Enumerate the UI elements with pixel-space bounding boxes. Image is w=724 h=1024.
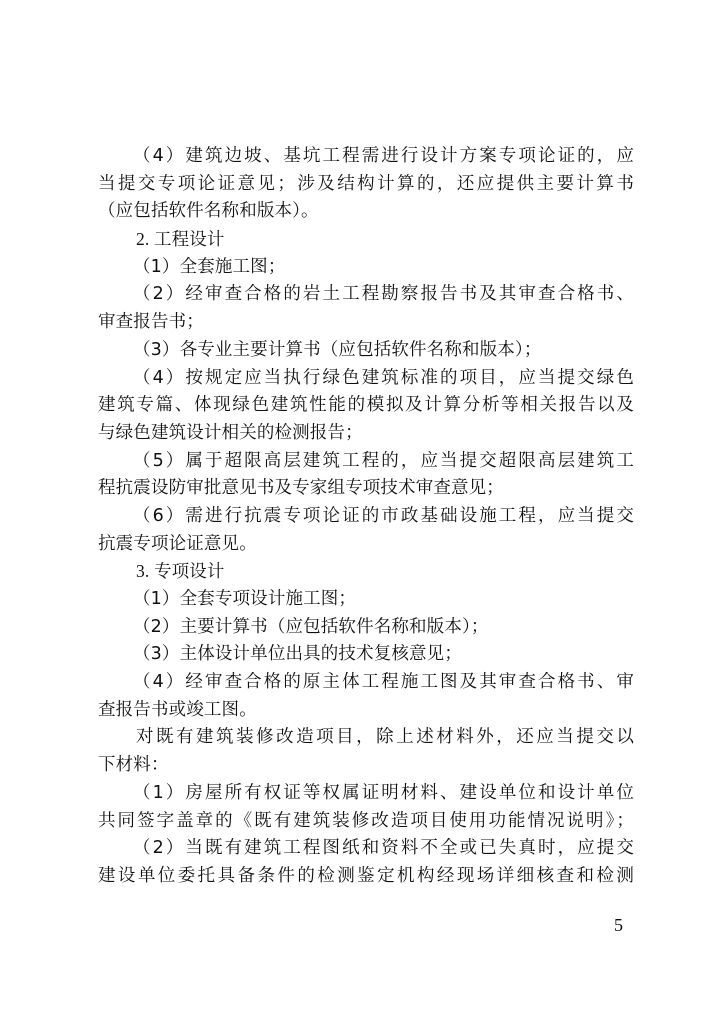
paragraph-line: 共同签字盖章的《既有建筑装修改造项目使用功能情况说明》； — [98, 810, 634, 831]
paragraph-line: 程抗震设防审批意见书及专家组专项技术审查意见； — [98, 478, 504, 499]
paragraph-line: （应包括软件名称和版本）。 — [98, 201, 319, 222]
paragraph-line: 审查报告书； — [98, 312, 204, 333]
body-text — [98, 143, 634, 891]
paragraph-line: 与绿色建筑设计相关的检测报告； — [98, 422, 363, 443]
paragraph-line: 对既有建筑装修改造项目，除上述材料外，还应当提交以 — [136, 727, 634, 748]
paragraph-line: （3）各专业主要计算书（应包括软件名称和版本）； — [133, 339, 542, 360]
paragraph-line: 建筑专篇、体现绿色建筑性能的模拟及计算分析等相关报告以及 — [98, 395, 634, 416]
paragraph-line: （2）当既有建筑工程图纸和资料不全或已失真时，应提交 — [133, 838, 634, 859]
paragraph-line: （5）属于超限高层建筑工程的，应当提交超限高层建筑工 — [133, 450, 634, 471]
paragraph-line: （6）需进行抗震专项论证的市政基础设施工程，应当提交 — [133, 505, 634, 526]
paragraph-line: 查报告书或竣工图。 — [98, 699, 257, 720]
paragraph-line: （1）房屋所有权证等权属证明材料、建设单位和设计单位 — [133, 782, 634, 803]
paragraph-line: （3）主体设计单位出具的技术复核意见； — [133, 644, 462, 665]
paragraph-line: （4）经审查合格的原主体工程施工图及其审查合格书、审 — [133, 672, 634, 693]
paragraph-line: 抗震专项论证意见。 — [98, 533, 257, 554]
paragraph-line: 当提交专项论证意见；涉及结构计算的，还应提供主要计算书 — [98, 173, 634, 194]
paragraph-line: 下材料： — [98, 755, 169, 776]
section-heading: 3. 专项设计 — [136, 561, 225, 582]
page-number: 5 — [614, 915, 623, 935]
paragraph-line: （4）按规定应当执行绿色建筑标准的项目，应当提交绿色 — [133, 367, 634, 388]
paragraph-line: （4）建筑边坡、基坑工程需进行设计方案专项论证的，应 — [133, 146, 634, 166]
paragraph-line: （1）全套专项设计施工图； — [133, 589, 357, 609]
paragraph-line: （2）主要计算书（应包括软件名称和版本）； — [133, 616, 489, 637]
section-heading: 2. 工程设计 — [136, 229, 225, 250]
paragraph-line: 建设单位委托具备条件的检测鉴定机构经现场详细核查和检测 — [98, 865, 634, 886]
paragraph-line: （2）经审查合格的岩土工程勘察报告书及其审查合格书、 — [133, 284, 634, 305]
paragraph-line: （1）全套施工图； — [133, 256, 286, 277]
